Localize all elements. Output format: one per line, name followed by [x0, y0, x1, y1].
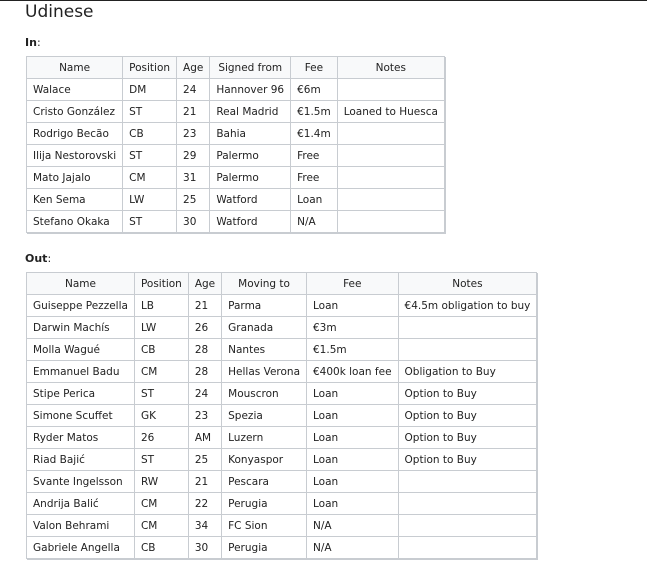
- cell-notes: Option to Buy: [398, 449, 537, 471]
- cell-name: Rodrigo Becão: [27, 123, 123, 145]
- cell-age: 26: [188, 317, 221, 339]
- cell-notes: [337, 211, 444, 233]
- cell-fee: N/A: [307, 537, 399, 559]
- cell-notes: [398, 317, 537, 339]
- cell-position: CM: [134, 515, 188, 537]
- cell-fee: €400k loan fee: [307, 361, 399, 383]
- cell-age: 25: [177, 189, 210, 211]
- cell-club: Real Madrid: [210, 101, 291, 123]
- cell-notes: [398, 493, 537, 515]
- table-row: [27, 295, 537, 317]
- cell-fee: €1.4m: [291, 123, 338, 145]
- cell-position: ST: [123, 145, 177, 167]
- cell-notes: Option to Buy: [398, 427, 537, 449]
- cell-name: Ilija Nestorovski: [27, 145, 123, 167]
- cell-position: GK: [134, 405, 188, 427]
- cell-club: FC Sion: [222, 515, 307, 537]
- out-label-text: Out: [25, 252, 48, 265]
- cell-fee: Loan: [307, 493, 399, 515]
- column-header-age: Age: [188, 273, 221, 295]
- column-header-fee: Fee: [291, 57, 338, 79]
- cell-age: 23: [177, 123, 210, 145]
- table-row: [27, 405, 537, 427]
- cell-name: Cristo González: [27, 101, 123, 123]
- cell-name: Walace: [27, 79, 123, 101]
- column-header-moving-to: Moving to: [222, 273, 307, 295]
- cell-name: Ken Sema: [27, 189, 123, 211]
- cell-position: ST: [134, 449, 188, 471]
- cell-notes: [398, 339, 537, 361]
- cell-club: Watford: [210, 211, 291, 233]
- cell-fee: N/A: [291, 211, 338, 233]
- cell-fee: Loan: [307, 383, 399, 405]
- cell-club: Konyaspor: [222, 449, 307, 471]
- cell-fee: Loan: [307, 427, 399, 449]
- cell-position: CB: [134, 537, 188, 559]
- cell-position: CB: [134, 339, 188, 361]
- table-row: [27, 449, 537, 471]
- table-row: [27, 145, 445, 167]
- out-transfers-table: [26, 272, 537, 559]
- cell-name: Ryder Matos: [27, 427, 135, 449]
- table-header-row: [27, 273, 537, 295]
- table-row: [27, 493, 537, 515]
- cell-age: 30: [177, 211, 210, 233]
- cell-club: Mouscron: [222, 383, 307, 405]
- cell-age: 31: [177, 167, 210, 189]
- cell-position: ST: [134, 383, 188, 405]
- cell-fee: €6m: [291, 79, 338, 101]
- cell-fee: €3m: [307, 317, 399, 339]
- cell-notes: Option to Buy: [398, 405, 537, 427]
- cell-age: 24: [177, 79, 210, 101]
- cell-fee: Loan: [307, 405, 399, 427]
- cell-fee: €1.5m: [307, 339, 399, 361]
- cell-name: Riad Bajić: [27, 449, 135, 471]
- cell-position: 26: [134, 427, 188, 449]
- cell-age: AM: [188, 427, 221, 449]
- cell-position: CM: [134, 493, 188, 515]
- table-header-row: [27, 57, 445, 79]
- cell-position: RW: [134, 471, 188, 493]
- cell-name: Stipe Perica: [27, 383, 135, 405]
- table-row: [27, 189, 445, 211]
- table-row: [27, 471, 537, 493]
- cell-club: Luzern: [222, 427, 307, 449]
- cell-name: Darwin Machís: [27, 317, 135, 339]
- table-row: [27, 515, 537, 537]
- cell-fee: Free: [291, 167, 338, 189]
- cell-club: Perugia: [222, 493, 307, 515]
- cell-fee: Loan: [307, 449, 399, 471]
- cell-club: Nantes: [222, 339, 307, 361]
- column-header-position: Position: [123, 57, 177, 79]
- cell-notes: [398, 471, 537, 493]
- page-title: Udinese: [25, 2, 94, 22]
- cell-age: 22: [188, 493, 221, 515]
- cell-age: 23: [188, 405, 221, 427]
- in-section-label: In:: [25, 36, 41, 49]
- cell-position: LB: [134, 295, 188, 317]
- cell-age: 21: [188, 471, 221, 493]
- cell-name: Gabriele Angella: [27, 537, 135, 559]
- table-row: [27, 537, 537, 559]
- cell-notes: [337, 189, 444, 211]
- table-row: [27, 123, 445, 145]
- cell-name: Mato Jajalo: [27, 167, 123, 189]
- table-row: [27, 211, 445, 233]
- cell-fee: N/A: [307, 515, 399, 537]
- cell-club: Hannover 96: [210, 79, 291, 101]
- cell-club: Granada: [222, 317, 307, 339]
- cell-club: Bahia: [210, 123, 291, 145]
- cell-notes: Loaned to Huesca: [337, 101, 444, 123]
- table-row: [27, 79, 445, 101]
- cell-position: CM: [134, 361, 188, 383]
- cell-fee: Loan: [307, 295, 399, 317]
- column-header-position: Position: [134, 273, 188, 295]
- table-row: [27, 427, 537, 449]
- cell-notes: €4.5m obligation to buy: [398, 295, 537, 317]
- cell-fee: Loan: [291, 189, 338, 211]
- cell-name: Emmanuel Badu: [27, 361, 135, 383]
- cell-position: CB: [123, 123, 177, 145]
- cell-position: LW: [123, 189, 177, 211]
- cell-age: 24: [188, 383, 221, 405]
- cell-club: Spezia: [222, 405, 307, 427]
- cell-name: Andrija Balić: [27, 493, 135, 515]
- cell-position: DM: [123, 79, 177, 101]
- cell-name: Guiseppe Pezzella: [27, 295, 135, 317]
- cell-position: LW: [134, 317, 188, 339]
- table-row: [27, 361, 537, 383]
- cell-age: 21: [188, 295, 221, 317]
- table-row: [27, 339, 537, 361]
- cell-position: ST: [123, 211, 177, 233]
- cell-club: Palermo: [210, 145, 291, 167]
- cell-position: CM: [123, 167, 177, 189]
- column-header-notes: Notes: [337, 57, 444, 79]
- cell-age: 21: [177, 101, 210, 123]
- cell-fee: Free: [291, 145, 338, 167]
- cell-age: 28: [188, 361, 221, 383]
- cell-notes: Option to Buy: [398, 383, 537, 405]
- cell-age: 29: [177, 145, 210, 167]
- cell-name: Simone Scuffet: [27, 405, 135, 427]
- in-label-text: In: [25, 36, 37, 49]
- table-row: [27, 167, 445, 189]
- cell-name: Valon Behrami: [27, 515, 135, 537]
- cell-name: Svante Ingelsson: [27, 471, 135, 493]
- column-header-age: Age: [177, 57, 210, 79]
- column-header-name: Name: [27, 273, 135, 295]
- cell-notes: [337, 145, 444, 167]
- cell-name: Stefano Okaka: [27, 211, 123, 233]
- cell-fee: €1.5m: [291, 101, 338, 123]
- table-row: [27, 317, 537, 339]
- cell-notes: [337, 167, 444, 189]
- top-divider: [0, 0, 647, 1]
- cell-club: Perugia: [222, 537, 307, 559]
- column-header-notes: Notes: [398, 273, 537, 295]
- cell-club: Palermo: [210, 167, 291, 189]
- in-transfers-table: [26, 56, 445, 233]
- cell-club: Parma: [222, 295, 307, 317]
- out-section-label: Out:: [25, 252, 52, 265]
- cell-age: 25: [188, 449, 221, 471]
- column-header-signed-from: Signed from: [210, 57, 291, 79]
- cell-age: 30: [188, 537, 221, 559]
- cell-notes: [398, 515, 537, 537]
- cell-name: Molla Wagué: [27, 339, 135, 361]
- cell-fee: Loan: [307, 471, 399, 493]
- cell-position: ST: [123, 101, 177, 123]
- cell-notes: [398, 537, 537, 559]
- cell-notes: Obligation to Buy: [398, 361, 537, 383]
- cell-age: 28: [188, 339, 221, 361]
- cell-notes: [337, 123, 444, 145]
- column-header-name: Name: [27, 57, 123, 79]
- table-row: [27, 383, 537, 405]
- cell-notes: [337, 79, 444, 101]
- column-header-fee: Fee: [307, 273, 399, 295]
- cell-club: Watford: [210, 189, 291, 211]
- cell-age: 34: [188, 515, 221, 537]
- cell-club: Hellas Verona: [222, 361, 307, 383]
- cell-club: Pescara: [222, 471, 307, 493]
- table-row: [27, 101, 445, 123]
